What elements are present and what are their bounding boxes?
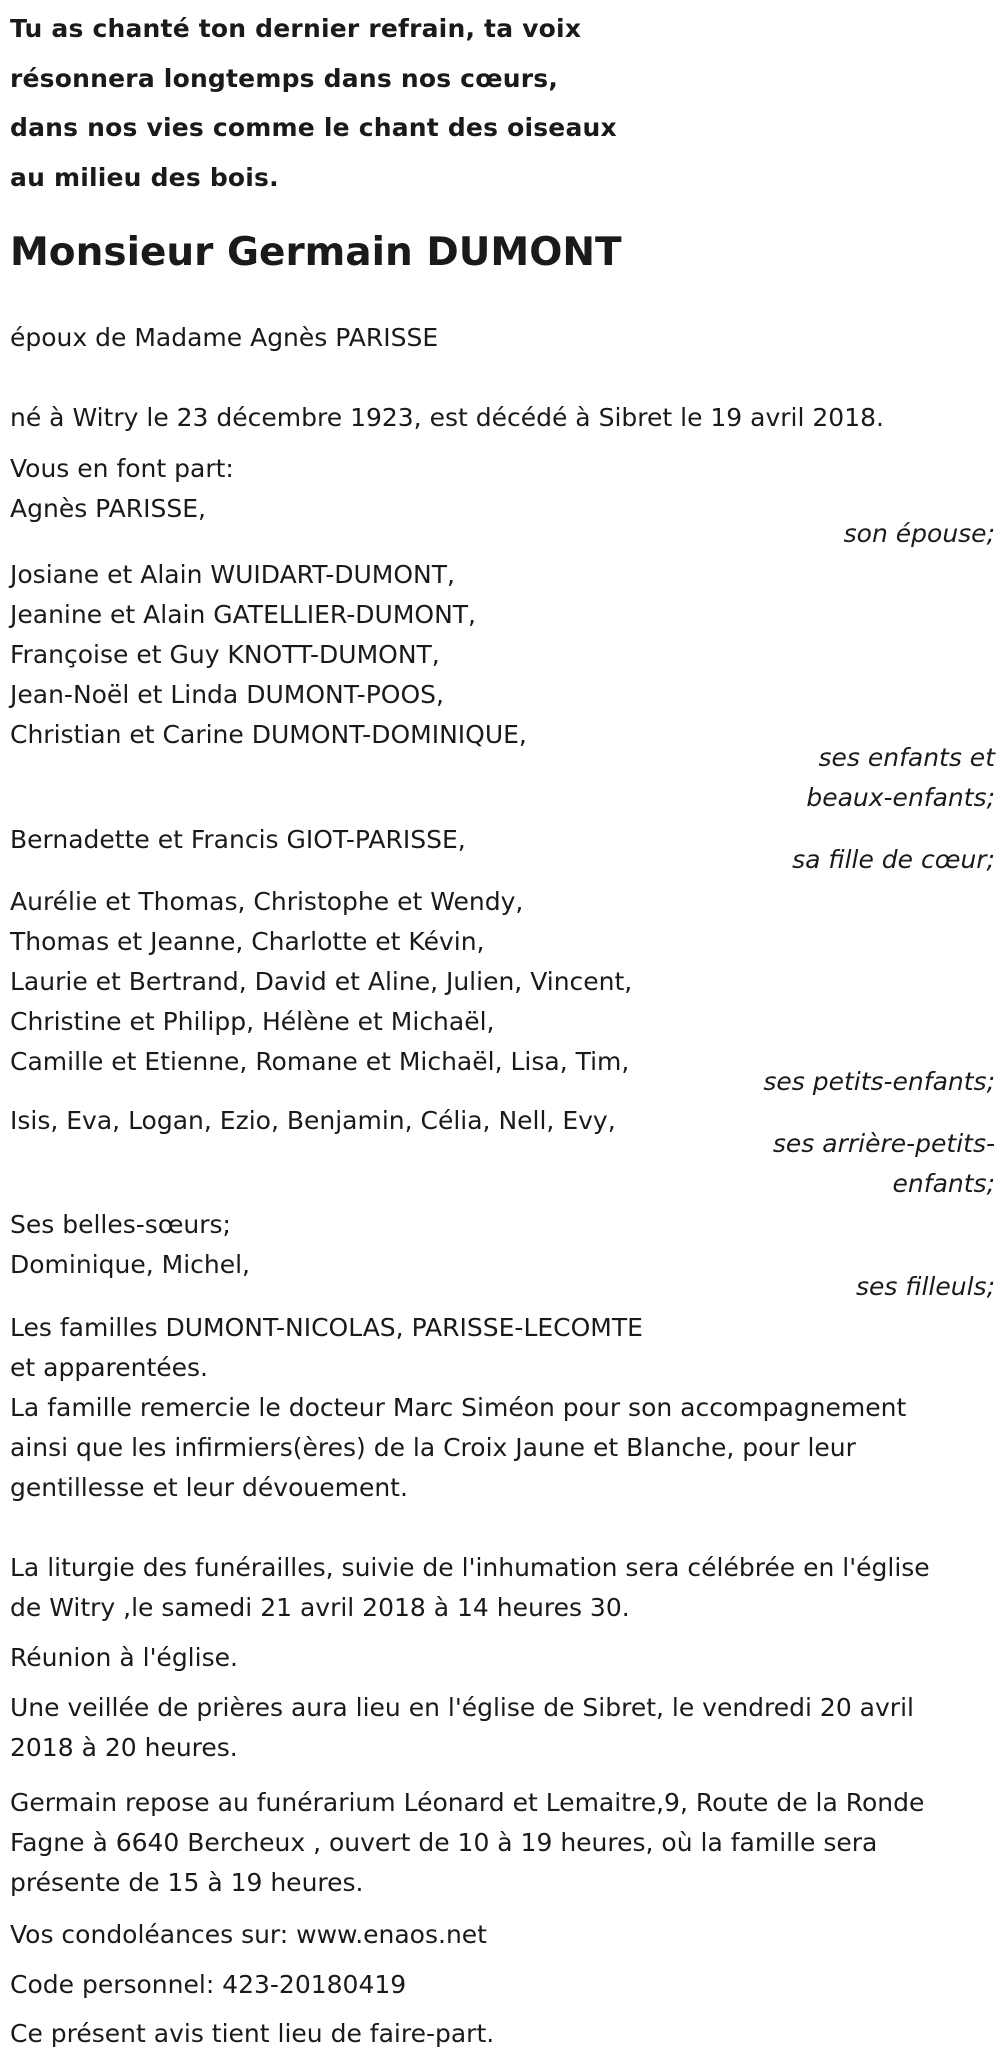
godchildren-names: Dominique, Michel,: [10, 1250, 251, 1279]
list-item: Jean-Noël et Linda DUMONT-POOS,: [10, 680, 444, 709]
children-list: [10, 555, 527, 755]
liturgy-line: La liturgie des funérailles, suivie de l'inhumation sera célébrée en l'église: [10, 1553, 930, 1582]
funeral-home-line: Fagne à 6640 Bercheux , ouvert de 10 à 19 heures, où la famille sera: [10, 1828, 878, 1857]
quote-line: au milieu des bois.: [10, 162, 279, 192]
closing-note: Ce présent avis tient lieu de faire-part.: [10, 2019, 495, 2048]
opening-quote: [10, 4, 630, 202]
list-item: Françoise et Guy KNOTT-DUMONT,: [10, 640, 440, 669]
thanks-line: gentillesse et leur dévouement.: [10, 1473, 408, 1502]
list-item: Laurie et Bertrand, David et Aline, Julien, Vincent,: [10, 967, 633, 996]
spouse-name: Agnès PARISSE,: [10, 494, 206, 523]
grandchildren-list: [10, 882, 632, 1082]
sisters-in-law: Ses belles-sœurs;: [10, 1210, 231, 1239]
thanks-block: [10, 1388, 906, 1508]
quote-line: Tu as chanté ton dernier refrain, ta voix: [10, 14, 582, 43]
children-role-line1: ses enfants et: [818, 743, 995, 772]
birth-death-line: né à Witry le 23 décembre 1923, est décédé à Sibret le 19 avril 2018.: [10, 403, 884, 432]
list-item: Christian et Carine DUMONT-DOMINIQUE,: [10, 720, 527, 749]
deceased-name: Monsieur Germain DUMONT: [10, 230, 622, 275]
spouse-line: époux de Madame Agnès PARISSE: [10, 323, 439, 352]
great-grandchildren-role-line2: enfants;: [892, 1169, 995, 1198]
personal-code: Code personnel: 423-20180419: [10, 1970, 407, 1999]
condolences-line: Vos condoléances sur: www.enaos.net: [10, 1920, 487, 1949]
announce-intro: Vous en font part:: [10, 454, 234, 483]
families-line: Les familles DUMONT-NICOLAS, PARISSE-LECOMTE: [10, 1313, 643, 1342]
godchildren-role: ses filleuls;: [855, 1272, 995, 1301]
quote-line: dans nos vies comme le chant des oiseaux: [10, 113, 617, 142]
list-item: Jeanine et Alain GATELLIER-DUMONT,: [10, 600, 476, 629]
list-item: Josiane et Alain WUIDART-DUMONT,: [10, 560, 455, 589]
funeral-home-line: présente de 15 à 19 heures.: [10, 1868, 364, 1897]
great-grandchildren-names: Isis, Eva, Logan, Ezio, Benjamin, Célia, Nell, Evy,: [10, 1106, 616, 1135]
list-item: Thomas et Jeanne, Charlotte et Kévin,: [10, 927, 485, 956]
heart-daughter-name: Bernadette et Francis GIOT-PARISSE,: [10, 825, 466, 854]
spouse-role: son épouse;: [843, 519, 995, 548]
families-block: [10, 1308, 643, 1388]
vigil-line: 2018 à 20 heures.: [10, 1733, 238, 1762]
vigil-block: [10, 1688, 914, 1768]
children-role-line2: beaux-enfants;: [806, 783, 995, 812]
vigil-line: Une veillée de prières aura lieu en l'église de Sibret, le vendredi 20 avril: [10, 1693, 914, 1722]
liturgy-block: [10, 1548, 930, 1628]
quote-line: résonnera longtemps dans nos cœurs,: [10, 63, 559, 93]
list-item: Christine et Philipp, Hélène et Michaël,: [10, 1007, 495, 1036]
funeral-home-block: [10, 1783, 924, 1903]
thanks-line: ainsi que les infirmiers(ères) de la Croix Jaune et Blanche, pour leur: [10, 1433, 856, 1462]
funeral-home-line: Germain repose au funérarium Léonard et Lemaitre,9, Route de la Ronde: [10, 1788, 925, 1817]
list-item: Aurélie et Thomas, Christophe et Wendy,: [10, 887, 524, 916]
families-line: et apparentées.: [10, 1353, 208, 1382]
liturgy-line: de Witry ,le samedi 21 avril 2018 à 14 heures 30.: [10, 1593, 630, 1622]
heart-daughter-role: sa fille de cœur;: [792, 845, 995, 874]
grandchildren-role: ses petits-enfants;: [763, 1067, 995, 1096]
meeting-note: Réunion à l'église.: [10, 1643, 238, 1672]
thanks-line: La famille remercie le docteur Marc Siméon pour son accompagnement: [10, 1393, 907, 1422]
great-grandchildren-role-line1: ses arrière-petits-: [772, 1129, 995, 1158]
list-item: Camille et Etienne, Romane et Michaël, Lisa, Tim,: [10, 1047, 630, 1076]
